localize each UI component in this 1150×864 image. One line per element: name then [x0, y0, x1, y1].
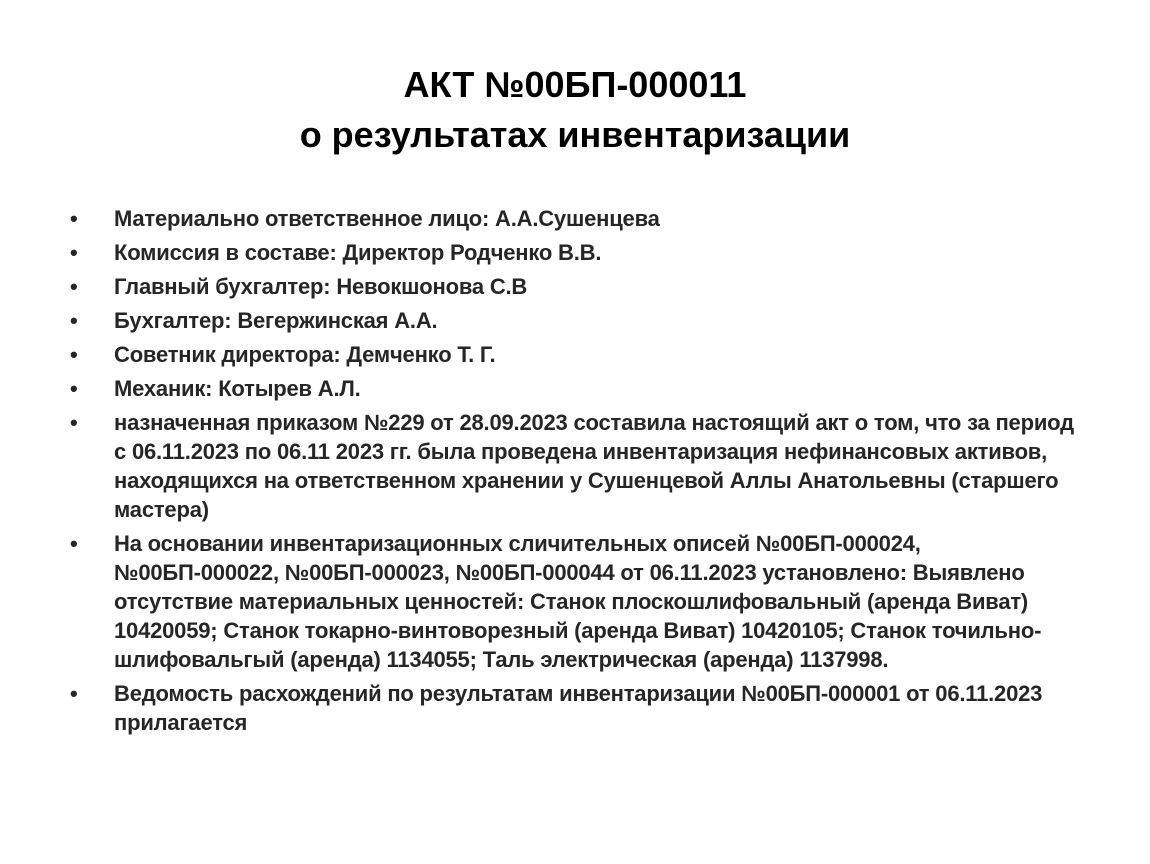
- list-item-text: Бухгалтер: Вегержинская А.А.: [114, 308, 438, 333]
- list-item-text: Комиссия в составе: Директор Родченко В.В.: [114, 240, 602, 265]
- bullet-icon: •: [70, 206, 78, 231]
- list-item: [70, 408, 1090, 524]
- bullet-icon: •: [70, 308, 78, 333]
- bullet-icon: •: [70, 681, 78, 706]
- list-item-text: Ведомость расхождений по результатам инвентаризации №00БП-000001 от 06.11.2023 прилагается: [114, 681, 1043, 735]
- list-item: [70, 679, 1090, 737]
- list-item: [70, 272, 1090, 301]
- list-item-text: Материально ответственное лицо: А.А.Сушенцева: [114, 206, 660, 231]
- bullet-icon: •: [70, 274, 78, 299]
- list-item: [70, 238, 1090, 267]
- list-item-text: назначенная приказом №229 от 28.09.2023 составила настоящий акт о том, что за период с 06.11.2023 по 06.11 2023 гг. была проведена инвентаризация нефинансовых активов, находящихся на ответственном хранении у Сушенцевой Аллы Анатольевны (старшего мастера): [114, 410, 1074, 522]
- list-item-text: Главный бухгалтер: Невокшонова С.В: [114, 274, 528, 299]
- bullet-list: [70, 204, 1090, 742]
- bullet-icon: •: [70, 531, 78, 556]
- page-title: [0, 60, 1150, 160]
- bullet-icon: •: [70, 240, 78, 265]
- bullet-icon: •: [70, 342, 78, 367]
- list-item: [70, 204, 1090, 233]
- list-item: [70, 374, 1090, 403]
- list-item-text: Советник директора: Демченко Т. Г.: [114, 342, 496, 367]
- title-line-2: о результатах инвентаризации: [299, 114, 851, 155]
- list-item: [70, 340, 1090, 369]
- title-line-1: АКТ №00БП-000011: [403, 64, 747, 105]
- list-item: [70, 529, 1090, 674]
- bullet-icon: •: [70, 410, 78, 435]
- list-item-text: Механик: Котырев А.Л.: [114, 376, 361, 401]
- list-item-text: На основании инвентаризационных сличительных описей №00БП-000024, №00БП-000022, №00БП-000023, №00БП-000044 от 06.11.2023 установлено: Выявлено отсутствие материальных ценностей: Станок плоскошлифовальный (аренда Виват) 10420059; Станок токарно-винтоворезный (аренда Виват) 10420105; Станок точильно-шлифовальгый (аренда) 1134055; Таль электрическая (аренда) 1137998.: [114, 531, 1042, 672]
- list-item: [70, 306, 1090, 335]
- bullet-icon: •: [70, 376, 78, 401]
